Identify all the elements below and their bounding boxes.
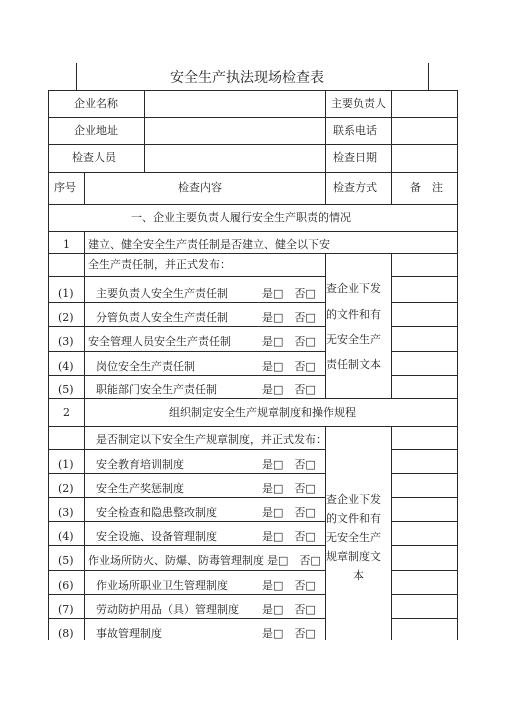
s1-item-text: 分管负责人安全生产责任制 xyxy=(96,311,228,324)
s2-item-text: 安全检查和隐患整改制度 xyxy=(96,506,217,519)
row-line xyxy=(48,144,457,145)
title-left-border xyxy=(76,63,77,90)
s1-method-line: 责任制文本 xyxy=(326,358,381,371)
section-2-intro: 是否制定以下安全生产规章制度，并正式发布： xyxy=(96,433,327,446)
row-line xyxy=(391,545,457,546)
col-line xyxy=(325,253,326,398)
row-line xyxy=(48,326,325,327)
row-line xyxy=(48,497,325,498)
col-line xyxy=(144,90,145,172)
row-line xyxy=(48,398,457,399)
row-line xyxy=(391,521,457,522)
row-line xyxy=(48,231,457,232)
col-line xyxy=(391,90,392,204)
s2-item-seq: (5) xyxy=(58,554,74,567)
row-line xyxy=(391,302,457,303)
row-line xyxy=(48,473,325,474)
item-2-seq: 2 xyxy=(63,406,70,419)
col-line xyxy=(84,398,85,640)
col-line xyxy=(84,172,85,204)
item-1-seq: 1 xyxy=(63,238,70,251)
s1-item-text: 岗位安全生产责任制 xyxy=(96,360,195,373)
s1-method-line: 查企业下发 xyxy=(326,282,381,295)
section-2-heading: 组织制定安全生产规章制度和操作规程 xyxy=(169,406,356,419)
item-1-text-line2: 全生产责任制，并正式发布： xyxy=(88,258,231,271)
s2-item-seq: (4) xyxy=(58,530,74,543)
row-line xyxy=(391,497,457,498)
row-line xyxy=(48,172,457,173)
s1-item-text: 主要负责人安全生产责任制 xyxy=(96,287,228,300)
s2-item-text: 劳动防护用品（具）管理制度 xyxy=(96,603,239,616)
table-right-border xyxy=(457,90,458,640)
col-line xyxy=(84,231,85,398)
row-line xyxy=(48,204,457,205)
s2-method-line: 本 xyxy=(353,569,364,582)
column-header-remark: 备 注 xyxy=(410,181,443,194)
s1-item-check: 是□ 否□ xyxy=(262,360,316,373)
row-line xyxy=(48,594,325,595)
s2-item-check: 是□ 否□ xyxy=(262,530,316,543)
label-main-responsible: 主要负责人 xyxy=(331,97,386,110)
label-contact-phone: 联系电话 xyxy=(333,124,377,137)
s2-item-seq: (1) xyxy=(58,458,74,471)
label-company-name: 企业名称 xyxy=(74,97,118,110)
s2-item-seq: (3) xyxy=(58,506,74,519)
row-line xyxy=(48,117,457,118)
row-line xyxy=(391,326,457,327)
col-line xyxy=(391,426,392,640)
s2-item-text: 安全设施、设备管理制度 xyxy=(96,530,217,543)
row-line xyxy=(48,276,325,277)
s2-item-text: 作业场所防火、防爆、防毒管理制度 xyxy=(88,554,264,567)
row-line xyxy=(391,449,457,450)
s1-item-seq: (5) xyxy=(58,383,74,396)
s1-method-line: 无安全生产 xyxy=(326,333,381,346)
row-line xyxy=(391,618,457,619)
row-line xyxy=(391,570,457,571)
s1-item-text: 安全管理人员安全生产责任制 xyxy=(88,335,231,348)
row-line xyxy=(48,375,325,376)
s1-item-seq: (2) xyxy=(58,311,74,324)
row-line xyxy=(48,570,325,571)
row-line xyxy=(48,618,325,619)
label-inspectors: 检查人员 xyxy=(72,151,116,164)
s2-method-line: 规章制度文 xyxy=(326,550,381,563)
s2-item-check: 是□ 否□ xyxy=(262,506,316,519)
column-header-content: 检查内容 xyxy=(178,181,222,194)
s2-item-check: 是□ 否□ xyxy=(262,603,316,616)
col-line xyxy=(325,90,326,204)
item-1-text-line1: 建立、健全安全生产责任制是否建立、健全以下安 xyxy=(88,238,330,251)
s1-item-check: 是□ 否□ xyxy=(262,335,316,348)
s2-item-check: 是□ 否□ xyxy=(262,579,316,592)
row-line xyxy=(48,302,325,303)
s1-method-line: 的文件和有 xyxy=(326,308,381,321)
s2-item-seq: (8) xyxy=(58,627,74,640)
label-inspection-date: 检查日期 xyxy=(333,151,377,164)
row-line xyxy=(391,375,457,376)
row-line xyxy=(391,351,457,352)
s2-item-check: 是□ 否□ xyxy=(262,458,316,471)
s2-item-text: 作业场所职业卫生管理制度 xyxy=(96,579,228,592)
column-header-seq: 序号 xyxy=(54,181,76,194)
row-line xyxy=(48,545,325,546)
row-line xyxy=(48,426,457,427)
row-line xyxy=(391,594,457,595)
s2-method-line: 无安全生产 xyxy=(326,531,381,544)
s1-item-text: 职能部门安全生产责任制 xyxy=(96,383,217,396)
row-line xyxy=(48,253,457,254)
s2-method-line: 的文件和有 xyxy=(326,512,381,525)
s2-method-line: 查企业下发 xyxy=(326,493,381,506)
row-line xyxy=(48,90,457,91)
page-title: 安全生产执法现场检查表 xyxy=(170,70,324,86)
s1-item-check: 是□ 否□ xyxy=(262,383,316,396)
label-company-address: 企业地址 xyxy=(74,124,118,137)
s1-item-check: 是□ 否□ xyxy=(262,287,316,300)
s2-item-text: 安全教育培训制度 xyxy=(96,458,184,471)
s1-item-check: 是□ 否□ xyxy=(262,311,316,324)
row-line xyxy=(391,276,457,277)
s2-item-seq: (7) xyxy=(58,603,74,616)
s2-item-check: 是□ 否□ xyxy=(262,627,316,640)
title-right-border xyxy=(428,63,429,90)
section-1-heading: 一、企业主要负责人履行安全生产职责的情况 xyxy=(131,211,351,224)
s2-item-text: 事故管理制度 xyxy=(96,627,162,640)
s1-item-seq: (3) xyxy=(58,335,74,348)
col-line xyxy=(391,253,392,398)
row-line xyxy=(48,449,325,450)
row-line xyxy=(48,521,325,522)
row-line xyxy=(48,351,325,352)
s1-item-seq: (1) xyxy=(58,287,74,300)
s2-item-check: 是□ 否□ xyxy=(267,554,321,567)
s2-item-check: 是□ 否□ xyxy=(262,482,316,495)
s1-item-seq: (4) xyxy=(58,360,74,373)
column-header-method: 检查方式 xyxy=(333,181,377,194)
row-line xyxy=(391,473,457,474)
s2-item-seq: (2) xyxy=(58,482,74,495)
table-left-border xyxy=(48,90,49,640)
s2-item-seq: (6) xyxy=(58,579,74,592)
s2-item-text: 安全生产奖惩制度 xyxy=(96,482,184,495)
